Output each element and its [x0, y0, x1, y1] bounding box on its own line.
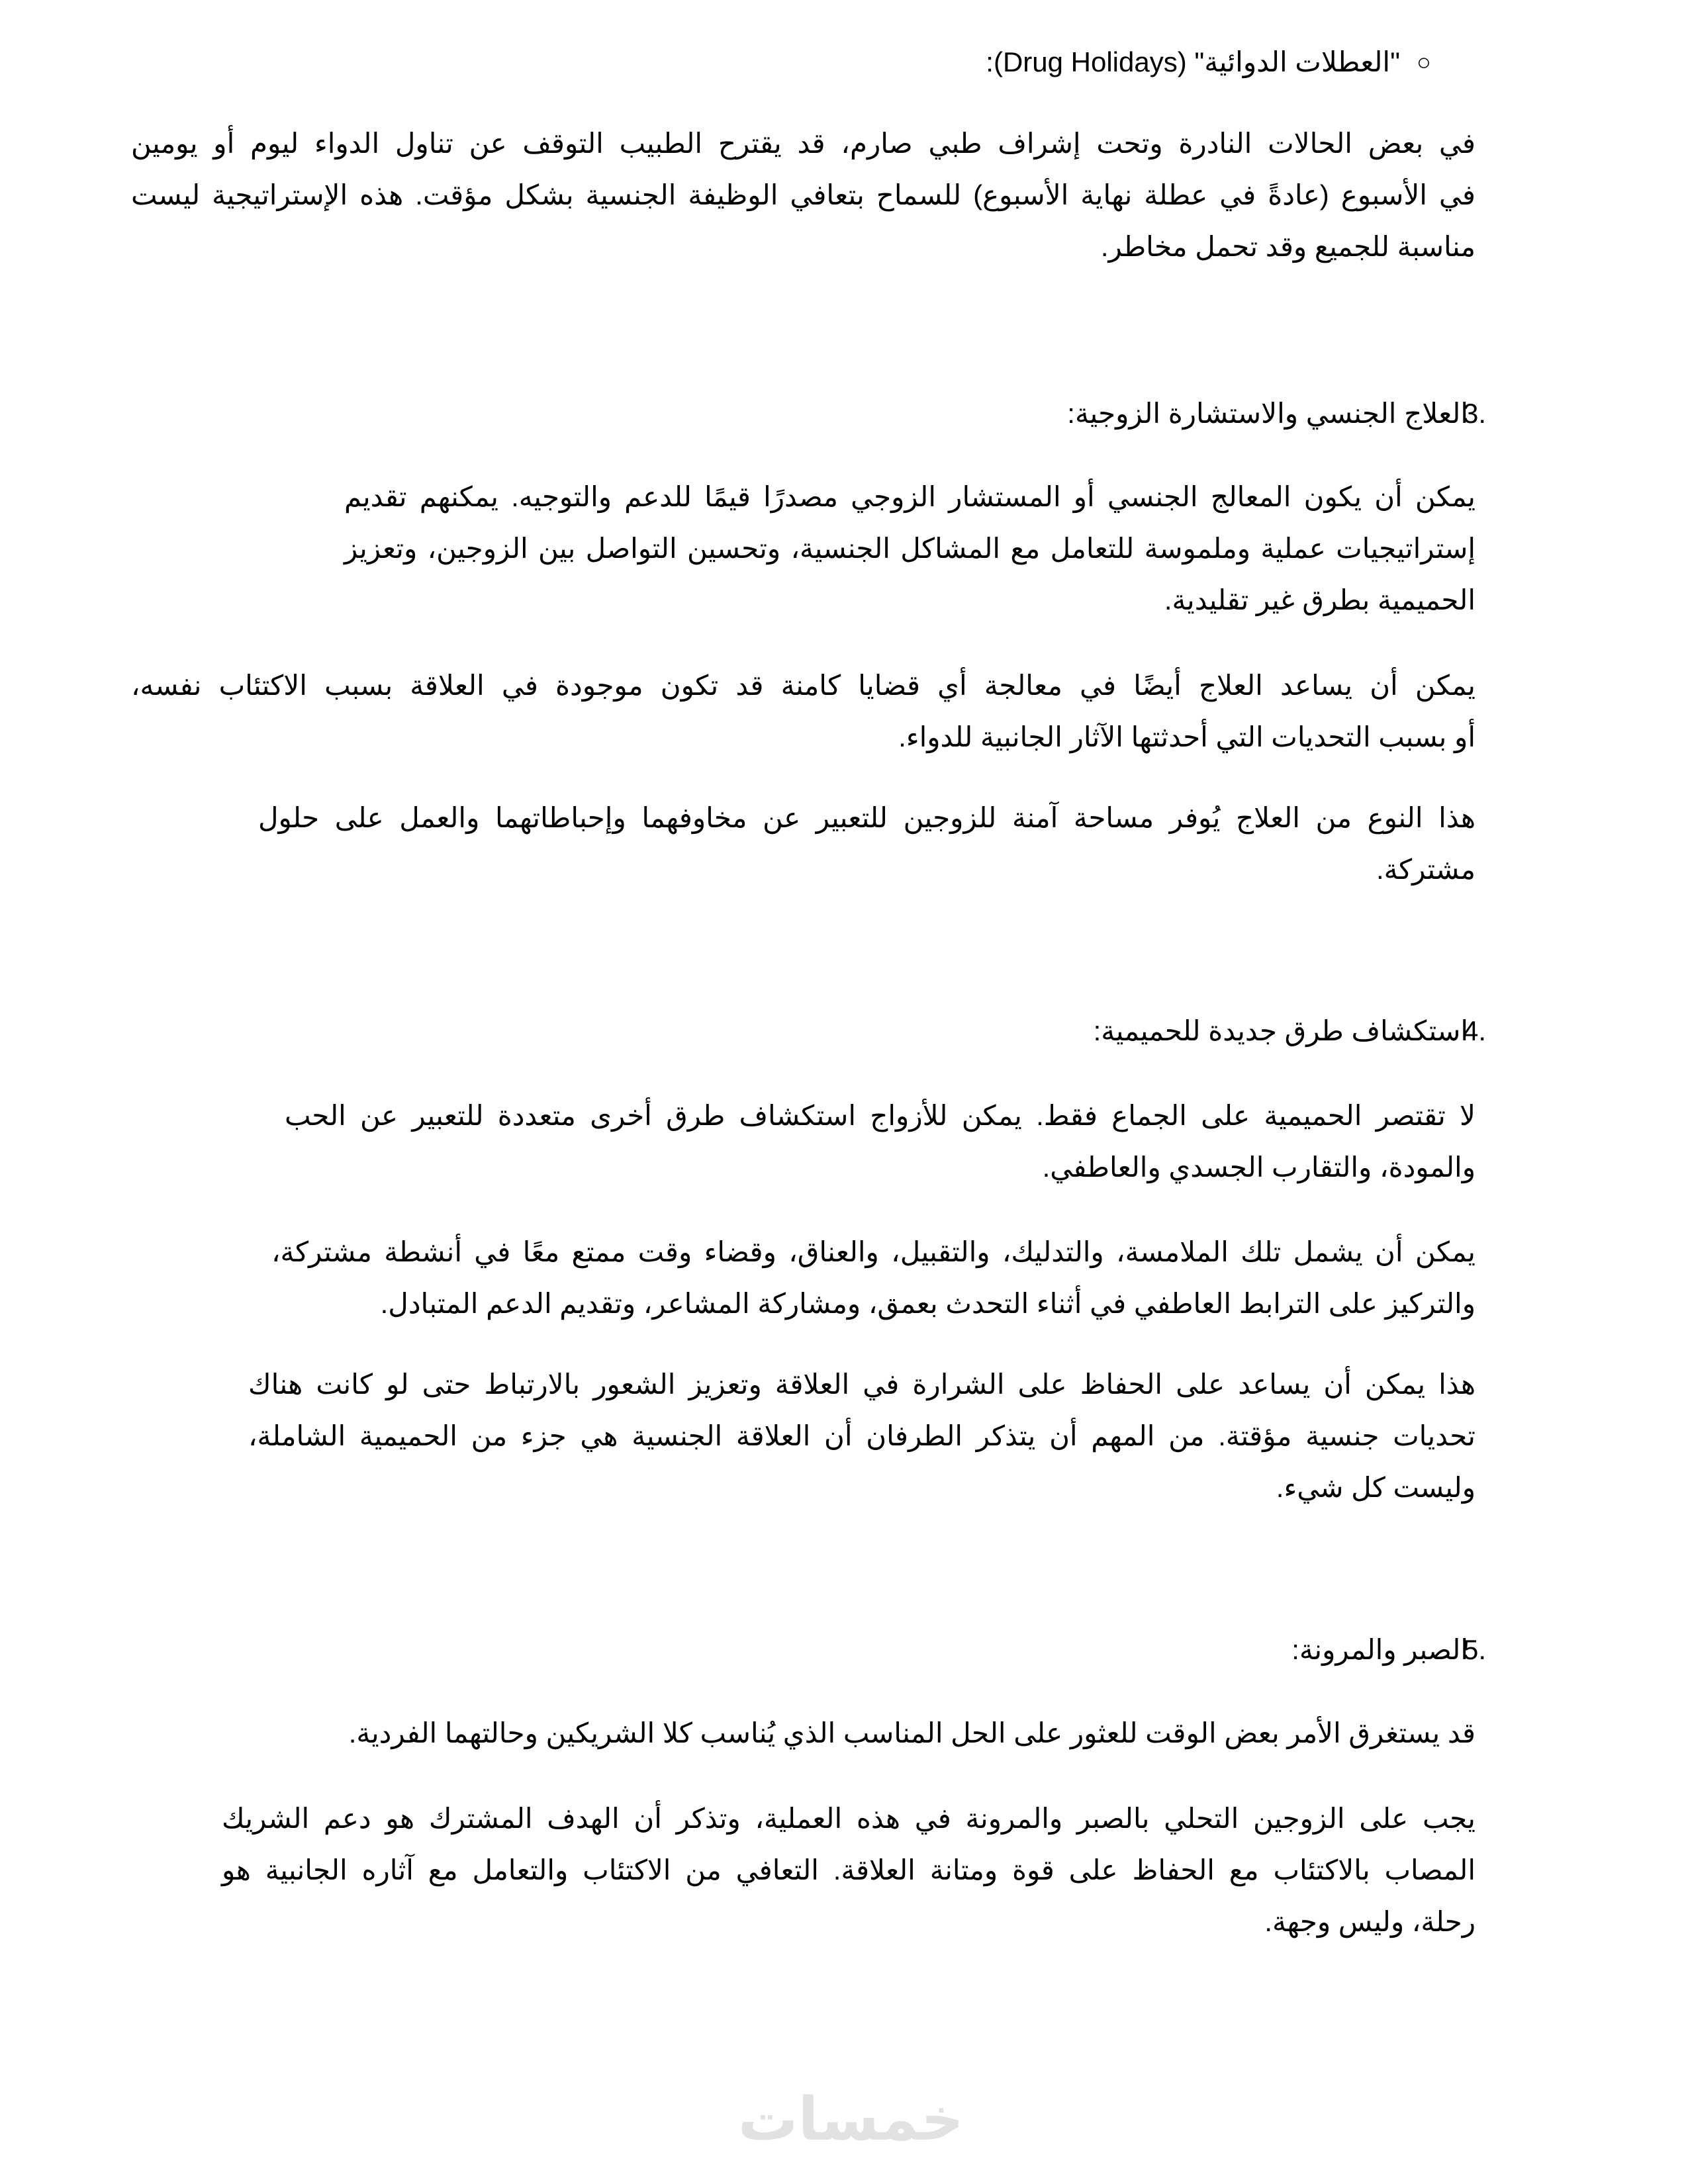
paragraph-line: إستراتيجيات عملية وملموسة للتعامل مع المشاكل الجنسية، وتحسين التواصل بين الزوجين، وتعزيز — [344, 533, 1476, 564]
paragraph-line: المصاب بالاكتئاب مع الحفاظ على قوة ومتانة العلاقة. التعافي من الاكتئاب والتعامل مع آثاره الجانبية هو — [222, 1854, 1476, 1886]
section-paragraph — [248, 1359, 1476, 1514]
section-paragraph — [344, 471, 1476, 626]
paragraph-line: وليست كل شيء. — [1276, 1472, 1476, 1503]
drug-holidays-paragraph — [131, 118, 1476, 273]
section-heading: الصبر والمرونة: — [1291, 1634, 1468, 1665]
paragraph-line: مشتركة. — [1376, 854, 1476, 885]
watermark-logo: خمسات — [738, 2087, 964, 2153]
paragraph-line: هذا يمكن أن يساعد على الحفاظ على الشرارة في العلاقة وتعزيز الشعور بالارتباط حتى لو كانت هناك — [248, 1369, 1476, 1400]
paragraph-line: يمكن أن يساعد العلاج أيضًا في معالجة أي قضايا كامنة قد تكون موجودة في العلاقة بسبب الاكتئاب نفسه، — [131, 670, 1476, 701]
paragraph-line: والتركيز على الترابط العاطفي في أثناء التحدث بعمق، ومشاركة المشاعر، وتقديم الدعم المتبادل. — [380, 1288, 1476, 1319]
drug-holidays-heading: "العطلات الدوائية" (Drug Holidays): — [986, 46, 1400, 77]
section-paragraph — [131, 660, 1476, 763]
paragraph-line: مناسبة للجميع وقد تحمل مخاطر. — [1100, 231, 1476, 262]
paragraph-line: والمودة، والتقارب الجسدي والعاطفي. — [1042, 1152, 1476, 1183]
section-number: 3. — [1463, 398, 1487, 429]
section-paragraph — [258, 792, 1476, 895]
section-heading: العلاج الجنسي والاستشارة الزوجية: — [1067, 398, 1468, 429]
paragraph-line: تحديات جنسية مؤقتة. من المهم أن يتذكر الطرفان أن العلاقة الجنسية هي جزء من الحميمية الشاملة، — [248, 1420, 1476, 1451]
section-paragraph — [265, 1707, 1476, 1759]
section-paragraph — [271, 1226, 1476, 1330]
paragraph-line: يجب على الزوجين التحلي بالصبر والمرونة في هذه العملية، وتذكر أن الهدف المشترك هو دعم الشريك — [222, 1803, 1476, 1834]
section-paragraph — [222, 1793, 1476, 1948]
paragraph-line: يمكن أن يكون المعالج الجنسي أو المستشار الزوجي مصدرًا قيمًا للدعم والتوجيه. يمكنهم تقديم — [344, 481, 1476, 512]
paragraph-line: أو بسبب التحديات التي أحدثتها الآثار الجانبية للدواء. — [898, 721, 1476, 752]
section-paragraph — [285, 1090, 1476, 1193]
paragraph-line: هذا النوع من العلاج يُوفر مساحة آمنة للزوجين للتعبير عن مخاوفهما وإحباطاتهما والعمل على حلول — [258, 802, 1476, 833]
paragraph-line: الحميمية بطرق غير تقليدية. — [1164, 584, 1476, 615]
paragraph-line: في الأسبوع (عادةً في عطلة نهاية الأسبوع) للسماح بتعافي الوظيفة الجنسية بشكل مؤقت. هذه الإستراتيجية ليست — [131, 179, 1476, 210]
paragraph-line: يمكن أن يشمل تلك الملامسة، والتدليك، والتقبيل، والعناق، وقضاء وقت ممتع معًا في أنشطة مشتركة، — [271, 1236, 1476, 1267]
bullet-icon: ○ — [1417, 48, 1431, 75]
section-number: 5. — [1463, 1634, 1487, 1665]
paragraph-line: رحلة، وليس وجهة. — [1264, 1906, 1476, 1937]
section-number: 4. — [1463, 1015, 1487, 1046]
paragraph-line: لا تقتصر الحميمية على الجماع فقط. يمكن للأزواج استكشاف طرق أخرى متعددة للتعبير عن الحب — [285, 1100, 1476, 1131]
paragraph-line: قد يستغرق الأمر بعض الوقت للعثور على الحل المناسب الذي يُناسب كلا الشريكين وحالتهما الفردية. — [348, 1717, 1476, 1749]
paragraph-line: في بعض الحالات النادرة وتحت إشراف طبي صارم، قد يقترح الطبيب التوقف عن تناول الدواء ليوم أو يومين — [131, 128, 1476, 159]
section-heading: استكشاف طرق جديدة للحميمية: — [1093, 1015, 1468, 1046]
